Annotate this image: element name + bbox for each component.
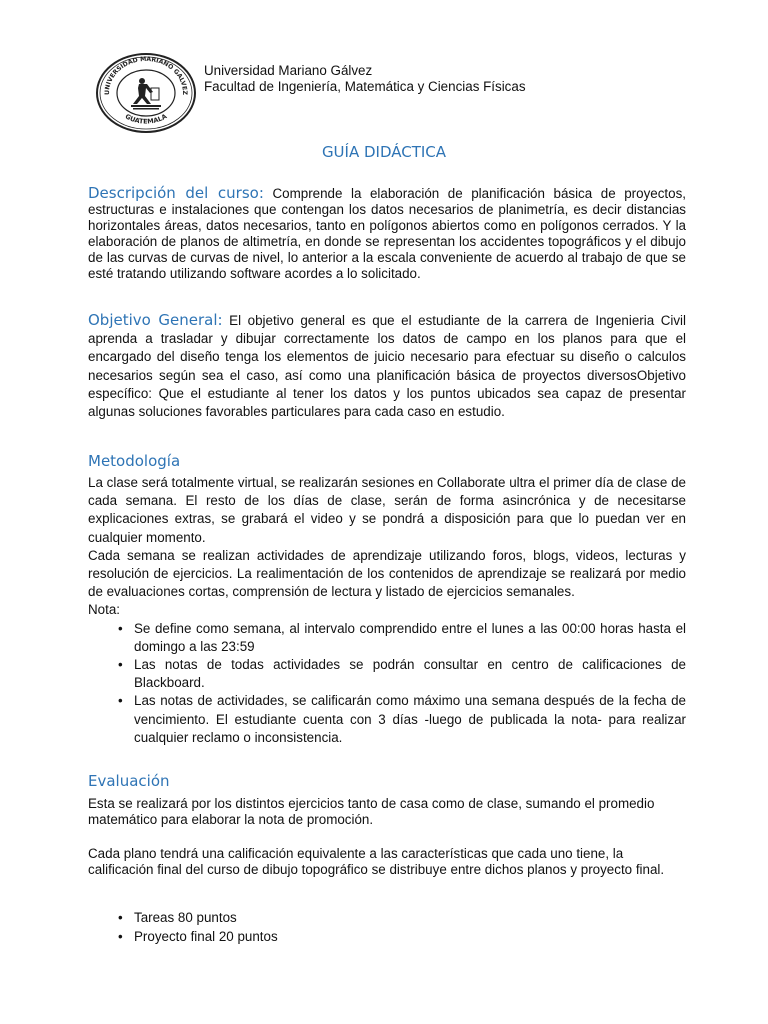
methodology-section [88,474,686,747]
description-heading: Descripción del curso: [88,184,264,202]
general-objective [88,311,686,421]
evaluation-bullet-list [88,909,686,946]
institution-header [204,63,526,95]
evaluation-paragraph-2: Cada plano tendrá una calificación equivalente a las características que cada uno tiene, la calificación final del curso de dibujo topográfico se distribuye entre dichos planos y proyecto final. [88,846,665,877]
list-item: • Las notas de actividades, se calificarán como máximo una semana después de la fecha de vencimiento. El estudiante cuenta con 3 días -luego de publicada la nota- para realizar cualquier reclamo o inconsistencia. [88,692,686,747]
list-item: • Proyecto final 20 puntos [88,928,686,947]
methodology-paragraph-2: Cada semana se realizan actividades de aprendizaje utilizando foros, blogs, videos, lecturas y resolución de ejercicios. La realimentación de los contenidos de aprendizaje se realizará por medio de evaluaciones cortas, comprensión de lectura y listado de ejercicios semanales. [88,547,686,600]
methodology-paragraph-1: La clase será totalmente virtual, se realizarán sesiones en Collaborate ultra el primer día de clase de cada semana. El resto de los días de clase, serán de forma asincrónica y de necesitarse explicaciones extras, se grabará el video y se pondrá a disposición para que lo puedan ver en cualquier momento. [88,475,686,545]
document-title: GUÍA DIDÁCTICA [321,143,447,161]
university-seal-logo [95,52,197,134]
objective-text: El objetivo general es que el estudiante de la carrera de Ingenieria Civil aprenda a trasladar y dibujar correctamente los datos de campo en los planos para que el encargado del diseño tenga los elementos de juicio necesario para efectuar su diseño o calculos necesarios según sea el caso, así como una planificación básica de proyectos diversosObjetivo específico: Que el estudiante al tener los datos y los puntos ubicados sea capaz de presentar algunas soluciones favorables particulares para cada caso en estudio. [88,313,687,420]
faculty-name: Facultad de Ingeniería, Matemática y Ciencias Físicas [204,79,526,94]
description-text: Comprende la elaboración de planificación básica de proyectos, estructuras e instalaciones que contengan los datos necesarios de planimetría, es decir distancias horizontales áreas, datos necesarios, tanto en polígonos abiertos como en polígonos cerrados. Y la elaboración de planos de altimetría, en donde se representan los accidentes topográficos y el dibujo de las curvas de curvas de nivel, lo anterior a la escala conveniente de acuerdo al trabajo de que se esté tratando utilizando software acordes a lo solicitado. [88,186,686,281]
note-label: Nota: [88,602,121,618]
course-description [88,185,686,282]
svg-text:UNIVERSIDAD MARIANO GALVEZ: UNIVERSIDAD MARIANO GALVEZ [103,55,189,96]
list-item: • Las notas de todas actividades se podrán consultar en centro de calificaciones de Blackboard. [88,656,686,692]
evaluation-heading: Evaluación [88,772,170,790]
list-item: • Se define como semana, al intervalo comprendido entre el lunes a las 00:00 horas hasta el domingo a las 23:59 [88,620,686,656]
list-item: • Tareas 80 puntos [88,909,686,928]
methodology-heading: Metodología [88,452,181,470]
institution-name: Universidad Mariano Gálvez [204,63,373,78]
svg-text:GUATEMALA: GUATEMALA [123,112,169,126]
evaluation-paragraph-1: Esta se realizará por los distintos ejercicios tanto de casa como de clase, sumando el promedio matemático para elaborar la nota de promoción. [88,796,655,827]
objective-heading: Objetivo General: [88,311,223,329]
note-bullet-list [88,620,686,747]
